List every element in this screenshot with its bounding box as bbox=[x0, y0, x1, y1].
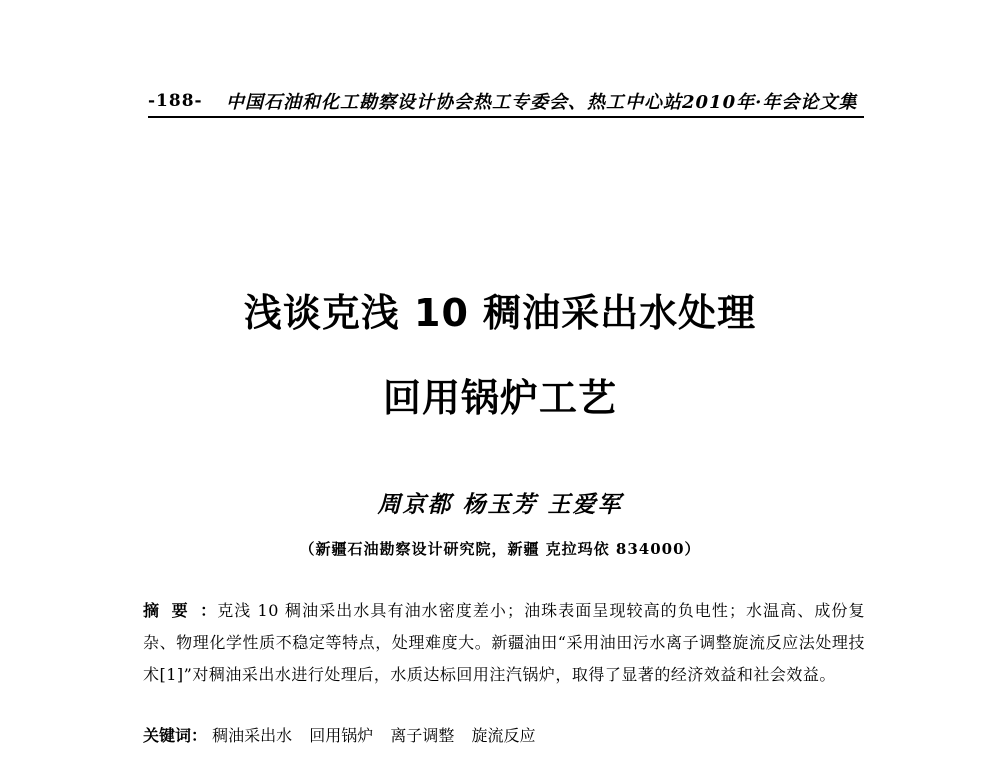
authors: 周京都 杨玉芳 王爱军 bbox=[377, 491, 623, 518]
paper-title-line-1: 浅谈克浅 10 稠油采出水处理 bbox=[243, 291, 757, 335]
page-header bbox=[148, 86, 864, 118]
keyword-item: 离子调整 bbox=[390, 726, 455, 745]
paper-title-line-2: 回用锅炉工艺 bbox=[382, 376, 617, 420]
abstract bbox=[143, 595, 865, 691]
abstract-label: 摘要 bbox=[143, 601, 201, 620]
affiliation: （新疆石油勘察设计研究院，新疆 克拉玛依 834000） bbox=[299, 540, 701, 558]
journal-title: 中国石油和化工勘察设计协会热工专委会、热工中心站2010年·年会论文集 bbox=[226, 92, 858, 113]
abstract-text: 克浅 10 稠油采出水具有油水密度差小；油珠表面呈现较高的负电性；水温高、成份复杂、物理化学性质不稳定等特点，处理难度大。新疆油田“采用油田污水离子调整旋流反应法处理技术[1]”对稠油采出水进行处理后，水质达标回用注汽锅炉，取得了显著的经济效益和社会效益。 bbox=[143, 601, 865, 684]
page-number: -188- bbox=[148, 91, 203, 111]
keyword-item: 旋流反应 bbox=[471, 726, 536, 745]
keyword-item: 稠油采出水 bbox=[212, 726, 293, 745]
keywords bbox=[143, 722, 865, 750]
abstract-label-colon: ： bbox=[200, 601, 218, 620]
keyword-item: 回用锅炉 bbox=[309, 726, 374, 745]
keywords-label: 关键词： bbox=[143, 726, 208, 745]
